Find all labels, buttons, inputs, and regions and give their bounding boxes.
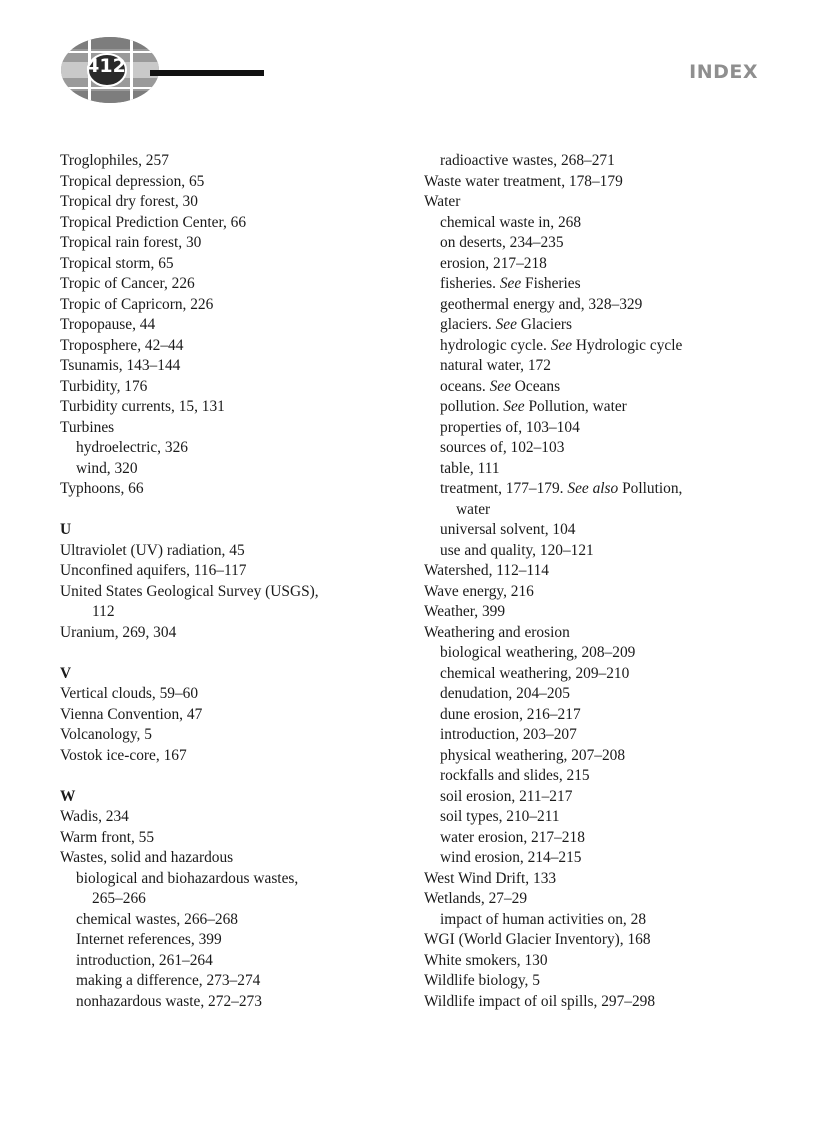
letter-heading-v: V xyxy=(60,664,72,682)
index-entry: Weather, 399 xyxy=(424,603,506,620)
index-entry: Uranium, 269, 304 xyxy=(60,623,177,641)
index-subentry: hydroelectric, 326 xyxy=(76,439,188,456)
index-entry: Tropical rain forest, 30 xyxy=(60,234,202,251)
index-entry: Tropopause, 44 xyxy=(60,316,156,333)
index-subentry: chemical wastes, 266–268 xyxy=(76,910,238,928)
index-entry: Ultraviolet (UV) radiation, 45 xyxy=(60,541,245,559)
index-entry: Turbines xyxy=(60,418,115,436)
index-entry: Tropical Prediction Center, 66 xyxy=(60,213,247,231)
index-entry: Tropical storm, 65 xyxy=(60,254,174,272)
index-subentry: natural water, 172 xyxy=(440,357,551,374)
see-also-reference: See also xyxy=(567,480,619,497)
index-entry: Weathering and erosion xyxy=(424,623,570,641)
subentry-text: pollution. xyxy=(440,398,504,415)
index-subentry xyxy=(424,336,769,357)
index-subentry: on deserts, 234–235 xyxy=(440,234,564,251)
index-subentry: soil erosion, 211–217 xyxy=(440,787,573,805)
index-subentry: nonhazardous waste, 272–273 xyxy=(76,992,262,1010)
index-entry: Water xyxy=(424,193,461,210)
see-reference: See xyxy=(503,398,525,415)
index-subentry: introduction, 203–207 xyxy=(440,726,577,743)
index-subentry: dune erosion, 216–217 xyxy=(440,705,581,723)
index-subentry: geothermal energy and, 328–329 xyxy=(440,295,643,313)
index-entry-continuation: water xyxy=(456,500,491,518)
index-entry: Vostok ice-core, 167 xyxy=(60,746,187,764)
index-entry: Vienna Convention, 47 xyxy=(60,705,203,723)
index-entry-continuation: 265–266 xyxy=(92,890,146,907)
index-subentry: erosion, 217–218 xyxy=(440,254,547,272)
index-entry: Watershed, 112–114 xyxy=(424,562,549,579)
index-entry: Troglophiles, 257 xyxy=(60,152,169,169)
subentry-text: oceans. xyxy=(440,377,490,395)
subentry-text: glaciers. xyxy=(440,316,496,333)
index-entry: United States Geological Survey (USGS), xyxy=(60,582,319,600)
index-subentry xyxy=(424,397,769,418)
cross-reference-target: Fisheries xyxy=(521,275,581,292)
page-number: 412 xyxy=(86,55,126,77)
index-subentry: wind, 320 xyxy=(76,459,138,477)
cross-reference-target: Hydrologic cycle xyxy=(572,336,683,354)
index-entry: Wadis, 234 xyxy=(60,808,129,825)
index-subentry: use and quality, 120–121 xyxy=(440,541,594,559)
index-entry: Turbidity currents, 15, 131 xyxy=(60,398,225,415)
index-subentry: chemical weathering, 209–210 xyxy=(440,664,630,682)
index-subentry: denudation, 204–205 xyxy=(440,685,570,702)
index-subentry: radioactive wastes, 268–271 xyxy=(440,152,615,169)
subentry-text: hydrologic cycle. xyxy=(440,336,551,354)
index-subentry: chemical waste in, 268 xyxy=(440,213,582,231)
index-subentry: table, 111 xyxy=(440,459,500,477)
index-entry: Wildlife biology, 5 xyxy=(424,972,540,989)
index-entry: Volcanology, 5 xyxy=(60,726,152,743)
index-subentry: universal solvent, 104 xyxy=(440,521,576,538)
cross-reference-target: Glaciers xyxy=(516,316,573,333)
index-entry: Warm front, 55 xyxy=(60,828,155,846)
index-subentry xyxy=(424,315,769,336)
index-subentry: properties of, 103–104 xyxy=(440,418,580,436)
index-entry: Tropic of Capricorn, 226 xyxy=(60,295,214,313)
page-header xyxy=(0,0,816,130)
index-column-right xyxy=(424,151,769,1012)
index-subentry: introduction, 261–264 xyxy=(76,951,213,969)
section-title: INDEX xyxy=(689,61,758,83)
letter-heading-w: W xyxy=(60,787,76,805)
index-subentry: sources of, 102–103 xyxy=(440,439,565,456)
subentry-text: fisheries. xyxy=(440,275,500,292)
index-subentry: Internet references, 399 xyxy=(76,931,222,948)
index-entry: Wildlife impact of oil spills, 297–298 xyxy=(424,992,656,1010)
index-subentry: making a difference, 273–274 xyxy=(76,972,261,989)
index-entry: WGI (World Glacier Inventory), 168 xyxy=(424,931,651,948)
index-entry: West Wind Drift, 133 xyxy=(424,869,557,887)
letter-heading-u: U xyxy=(60,521,72,538)
index-column-left xyxy=(60,151,405,1012)
index-entry: Wave energy, 216 xyxy=(424,582,534,600)
index-entry: Turbidity, 176 xyxy=(60,377,148,395)
see-reference: See xyxy=(499,275,522,292)
cross-reference-target: Pollution, water xyxy=(524,398,627,415)
index-subentry: biological and biohazardous wastes, xyxy=(76,869,299,887)
index-entry: Troposphere, 42–44 xyxy=(60,336,184,354)
index-subentry xyxy=(424,377,769,398)
index-entry: Tropical depression, 65 xyxy=(60,172,205,190)
index-entry: Wastes, solid and hazardous xyxy=(60,849,234,866)
cross-reference-target: Oceans xyxy=(510,377,561,395)
index-entry: Tropical dry forest, 30 xyxy=(60,193,198,210)
index-entry: Wetlands, 27–29 xyxy=(424,890,528,907)
index-entry: White smokers, 130 xyxy=(424,951,548,969)
index-subentry: water erosion, 217–218 xyxy=(440,828,585,846)
index-subentry: rockfalls and slides, 215 xyxy=(440,767,590,784)
see-reference: See xyxy=(489,377,511,395)
cross-reference-target: Pollution, xyxy=(618,480,683,497)
index-entry-continuation: 112 xyxy=(92,603,115,620)
see-reference: See xyxy=(550,336,573,354)
index-entry: Tsunamis, 143–144 xyxy=(60,357,181,374)
index-entry: Tropic of Cancer, 226 xyxy=(60,275,195,292)
index-subentry xyxy=(424,479,769,500)
index-subentry: physical weathering, 207–208 xyxy=(440,746,626,764)
index-subentry: soil types, 210–211 xyxy=(440,808,560,825)
index-subentry xyxy=(424,274,769,295)
subentry-text: treatment, 177–179. xyxy=(440,480,568,497)
index-subentry: impact of human activities on, 28 xyxy=(440,910,647,928)
index-subentry: wind erosion, 214–215 xyxy=(440,849,582,866)
index-entry: Vertical clouds, 59–60 xyxy=(60,685,199,702)
index-entry: Typhoons, 66 xyxy=(60,480,144,497)
index-subentry: biological weathering, 208–209 xyxy=(440,644,636,661)
see-reference: See xyxy=(495,316,517,333)
index-entry: Unconfined aquifers, 116–117 xyxy=(60,562,247,579)
header-rule xyxy=(150,70,264,76)
index-entry: Waste water treatment, 178–179 xyxy=(424,172,623,190)
